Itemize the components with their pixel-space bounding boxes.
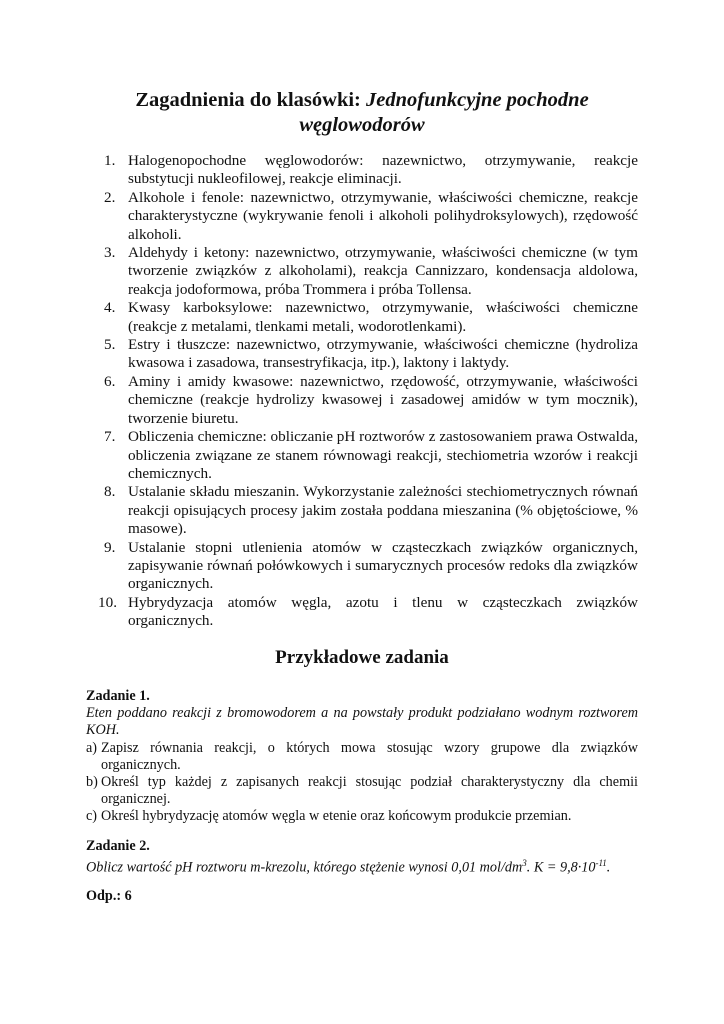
task-2-label: Zadanie 2.	[86, 838, 150, 854]
topic-number: 9.	[104, 538, 116, 556]
topic-item	[90, 539, 638, 594]
topic-item	[90, 373, 638, 428]
subtask-text: Określ hybrydyzację atomów węgla w etenie oraz końcowym produkcie przemian.	[101, 808, 572, 825]
topic-number: 5.	[104, 336, 116, 354]
topic-item	[90, 428, 638, 483]
subtask-text: Określ typ każdej z zapisanych reakcji stosując podział charakterystyczny dla chemii organicznej.	[101, 774, 638, 808]
topic-text: Halogenopochodne węglowodorów: nazewnictwo, otrzymywanie, reakcje substytucji nukleofilowej, reakcje eliminacji.	[128, 152, 638, 188]
topic-number: 10.	[98, 593, 117, 611]
topic-text: Obliczenia chemiczne: obliczanie pH roztworów z zastosowaniem prawa Ostwalda, obliczenia związane ze stanem równowagi reakcji, stechiometria wzorów i reakcji chemicznych.	[128, 428, 638, 482]
task-2	[86, 838, 638, 877]
subtask-text: Zapisz równania reakcji, o których mowa stosując wzory grupowe dla związków organicznych.	[101, 739, 638, 773]
topic-number: 1.	[104, 152, 116, 169]
topic-text: Ustalanie składu mieszanin. Wykorzystanie zależności stechiometrycznych równań reakcji opisujących procesy jakim została poddana mieszanina (% objętościowe, % masowe).	[128, 483, 638, 538]
task-1	[86, 688, 638, 826]
title-topic: Jednofunkcyjne pochodne węglowodorów	[299, 89, 589, 136]
topic-item	[90, 152, 638, 189]
topic-text: Aminy i amidy kwasowe: nazewnictwo, rzędowość, otrzymywanie, właściwości chemiczne (reakcje hydrolizy kwasowej i zasadowej amidów w tym mocznik), tworzenie biuretu.	[128, 372, 638, 427]
topic-item	[90, 336, 638, 373]
task-2-text: Oblicz wartość pH roztworu m-krezolu, którego stężenie wynosi 0,01 mol/dm	[86, 859, 523, 876]
topic-item	[90, 244, 638, 299]
topic-text: Ustalanie stopni utlenienia atomów w cząsteczkach związków organicznych, zapisywanie równań połówkowych i sumarycznych procesów redoks dla związków organicznych.	[128, 538, 638, 593]
topic-number: 8.	[104, 483, 116, 501]
topic-item	[90, 483, 638, 538]
topic-text: Kwasy karboksylowe: nazewnictwo, otrzymywanie, właściwości chemiczne (reakcje z metalami, tlenkami metali, wodorotlenkami).	[128, 299, 638, 335]
subtask-letter: c)	[86, 808, 98, 825]
topic-number: 7.	[104, 428, 116, 446]
topic-number: 3.	[104, 244, 116, 262]
subtask-item	[86, 774, 638, 808]
title-prefix: Zagadnienia do klasówki:	[135, 89, 367, 111]
topic-number: 4.	[104, 299, 116, 317]
subtask-letter: b)	[86, 774, 98, 791]
exponent-unit: 3	[522, 858, 527, 869]
subtask-item	[86, 740, 638, 774]
task-1-label: Zadanie 1.	[86, 688, 150, 704]
topic-item	[90, 594, 638, 631]
topic-text: Aldehydy i ketony: nazewnictwo, otrzymywanie, właściwości chemiczne (w tym tworzenie związków z alkoholami), reakcja Cannizzaro, kondensacja aldolowa, reakcja jodoformowa, próba Trommera i próba Tollensa.	[128, 244, 638, 298]
topic-number: 6.	[104, 372, 116, 390]
topic-item	[90, 299, 638, 336]
subtask-letter: a)	[86, 739, 98, 756]
topic-text: Alkohole i fenole: nazewnictwo, otrzymywanie, właściwości chemiczne, reakcje charakterystyczne (wykrywanie fenoli i alkoholi polihydroksylowych), rzędowość alkoholi.	[128, 188, 638, 243]
subtask-item	[86, 808, 638, 825]
task-2-description	[86, 855, 638, 877]
page-title	[90, 88, 634, 138]
task-1-subtasks	[86, 740, 638, 826]
examples-heading: Przykładowe zadania	[275, 647, 449, 668]
task-2-end: .	[606, 859, 611, 876]
topic-text: Hybrydyzacja atomów węgla, azotu i tlenu w cząsteczkach związków organicznych.	[128, 593, 638, 630]
topic-item	[90, 189, 638, 244]
topics-list	[90, 152, 638, 631]
exponent-constant: -11	[595, 858, 607, 869]
answer: Odp.: 6	[86, 888, 132, 904]
task-1-description: Eten poddano reakcji z bromowodorem a na powstały produkt podziałano wodnym roztworem KOH.	[86, 705, 638, 739]
task-2-constant: . K = 9,8·10	[526, 859, 596, 876]
topic-text: Estry i tłuszcze: nazewnictwo, otrzymywanie, właściwości chemiczne (hydroliza kwasowa i zasadowa, transestryfikacja, itp.), laktony i laktydy.	[128, 336, 638, 372]
topic-number: 2.	[104, 188, 116, 206]
